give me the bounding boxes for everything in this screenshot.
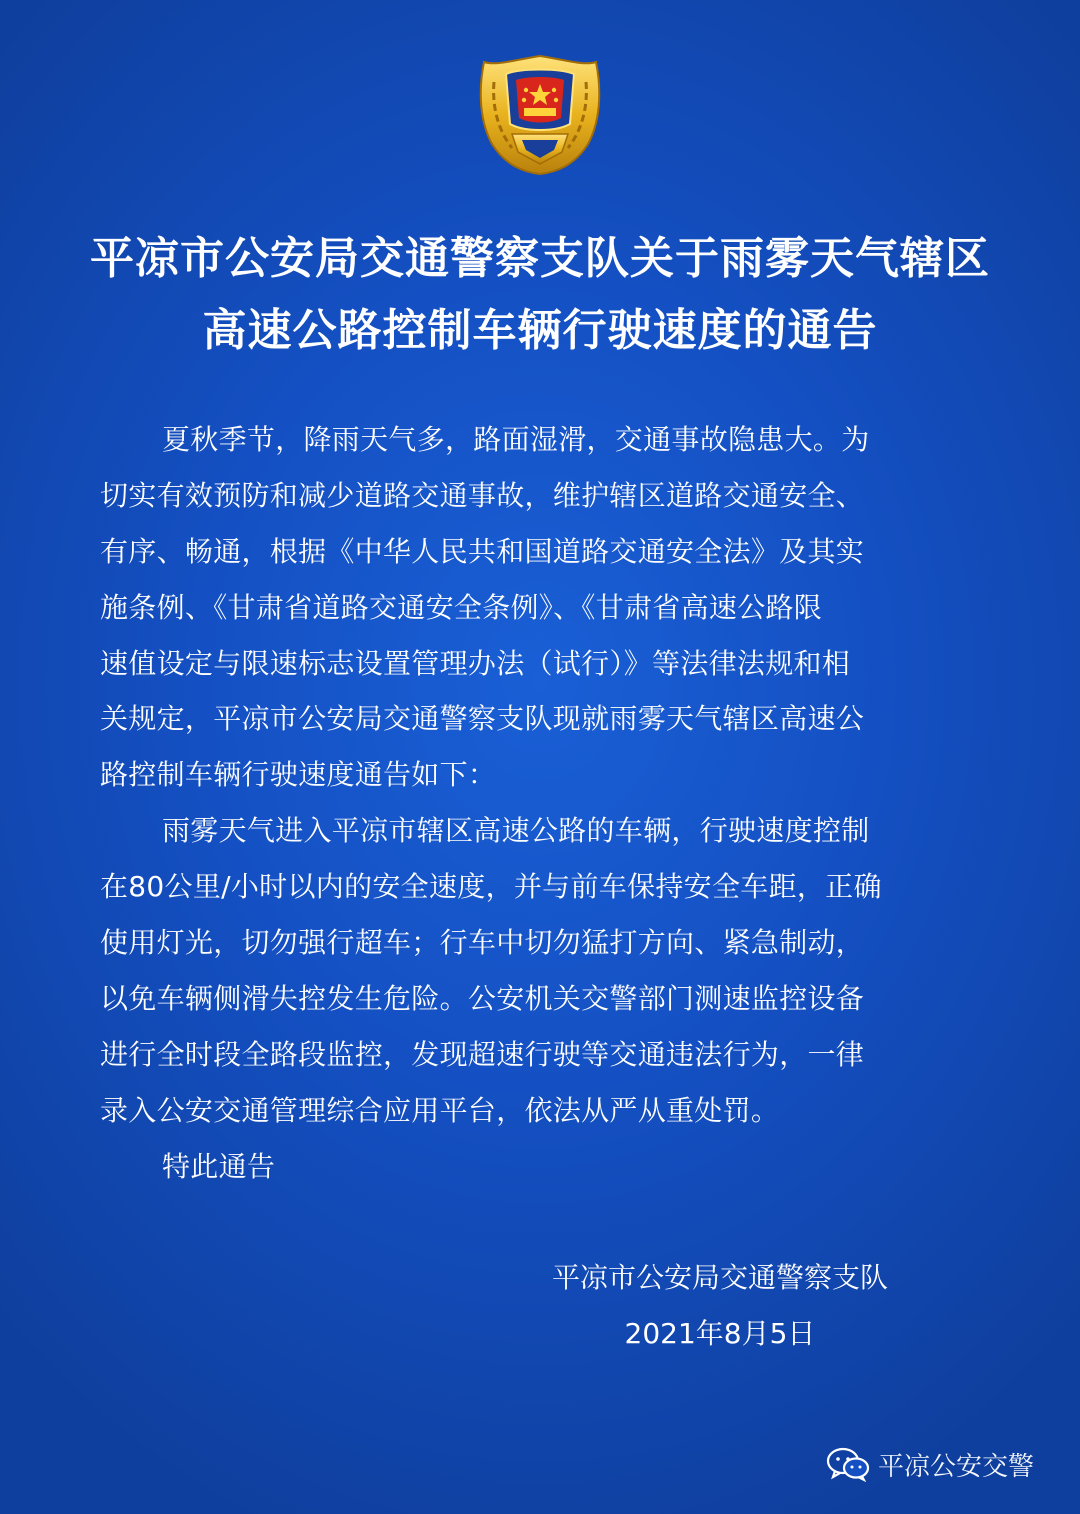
account-watermark xyxy=(826,1444,1034,1484)
body-line: 进行全时段全路段监控，发现超速行驶等交通违法行为，一律 xyxy=(100,1037,865,1071)
body-line: 速值设定与限速标志设置管理办法（试行）》等法律法规和相 xyxy=(100,646,851,680)
body-line: 切实有效预防和减少道路交通事故，维护辖区道路交通安全、 xyxy=(100,478,865,512)
body-line: 录入公安交通管理综合应用平台，依法从严从重处罚。 xyxy=(100,1093,780,1127)
closing-line: 特此通告 xyxy=(162,1149,276,1183)
notice-body xyxy=(100,412,980,1194)
body-line: 在80公里/小时以内的安全速度，并与前车保持安全车距，正确 xyxy=(100,870,882,904)
body-line: 路控制车辆行驶速度通告如下： xyxy=(100,758,497,792)
police-emblem-icon xyxy=(470,52,610,176)
signature-organization: 平凉市公安局交通警察支队 xyxy=(551,1261,888,1294)
body-line: 使用灯光，切勿强行超车；行车中切勿猛打方向、紧急制动， xyxy=(100,926,865,960)
wechat-icon xyxy=(826,1446,870,1482)
signature-date: 2021年8月5日 xyxy=(624,1317,816,1350)
body-line: 施条例、《甘肃省道路交通安全条例》、《甘肃省高速公路限 xyxy=(100,590,823,624)
body-line: 夏秋季节，降雨天气多，路面湿滑，交通事故隐患大。为 xyxy=(162,423,870,456)
notice-title-line-1: 平凉市公安局交通警察支队关于雨雾天气辖区 xyxy=(90,233,990,284)
body-line: 以免车辆侧滑失控发生危险。公安机关交警部门测速监控设备 xyxy=(100,981,865,1015)
body-line: 雨雾天气进入平凉市辖区高速公路的车辆，行驶速度控制 xyxy=(162,814,870,848)
account-name: 平凉公安交警 xyxy=(878,1451,1035,1482)
body-line: 关规定，平凉市公安局交通警察支队现就雨雾天气辖区高速公 xyxy=(100,702,865,736)
notice-title-line-2: 高速公路控制车辆行驶速度的通告 xyxy=(202,305,878,356)
body-line: 有序、畅通，根据《中华人民共和国道路交通安全法》及其实 xyxy=(100,534,865,568)
